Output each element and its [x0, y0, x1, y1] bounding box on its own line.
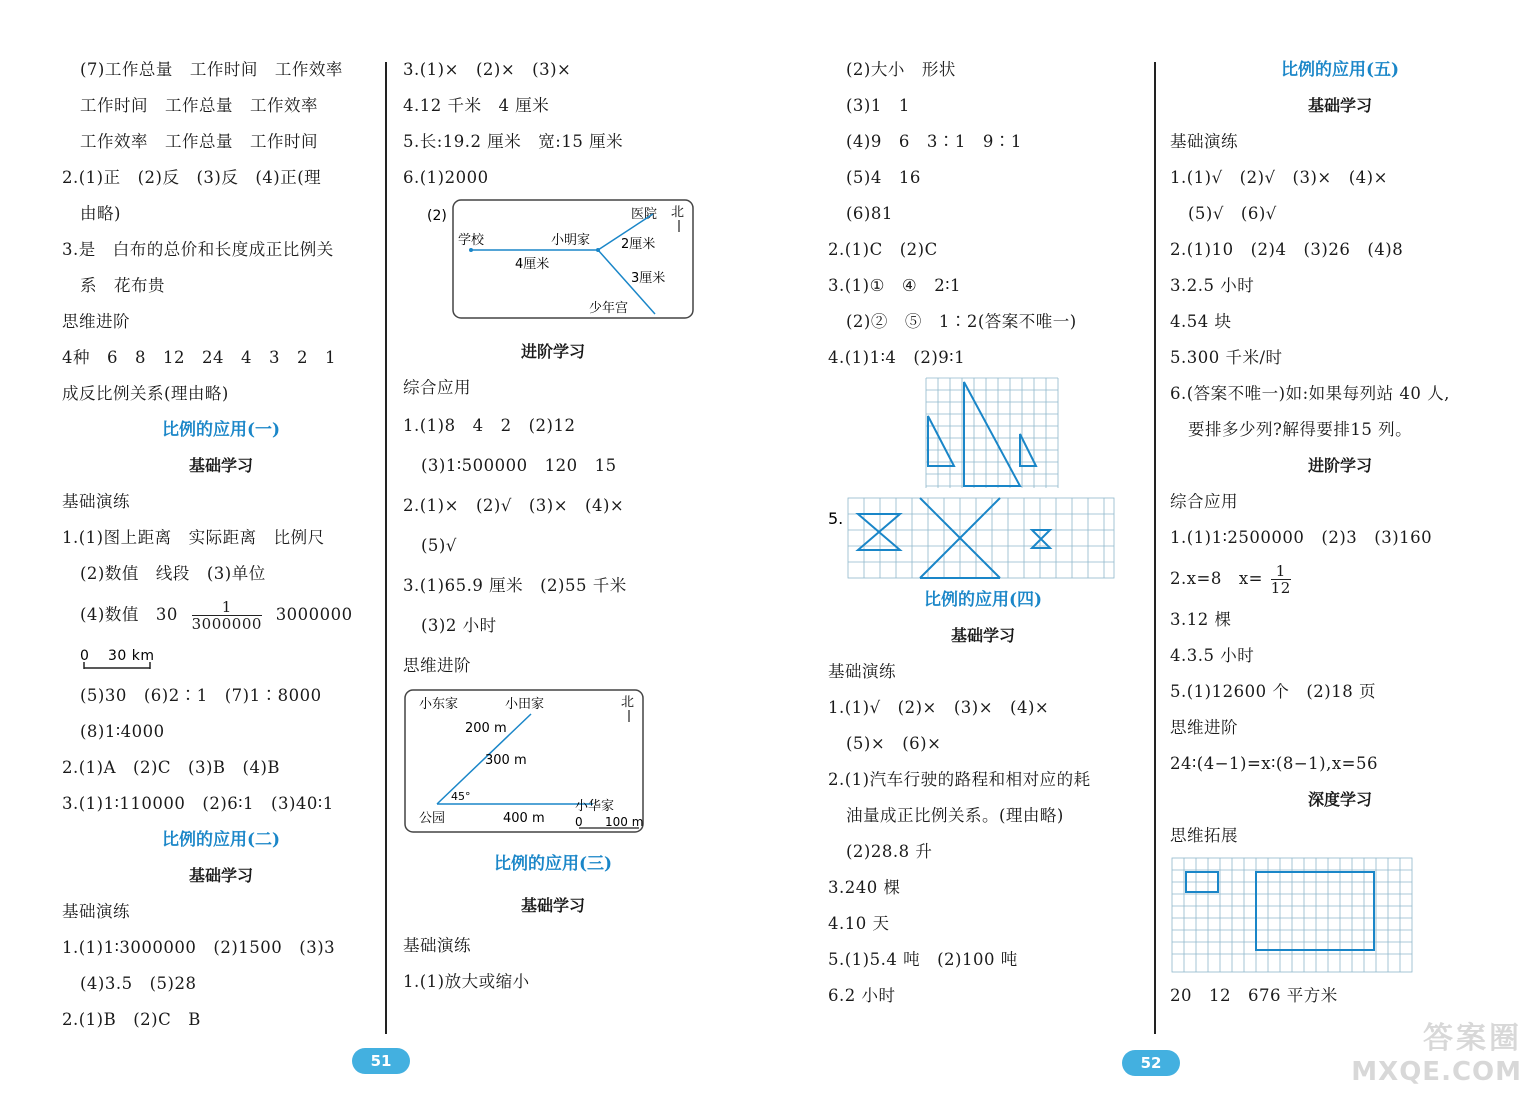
map-north-label: 北	[621, 695, 635, 710]
text-line: (2)② ⑤ 1∶2(答案不唯一)	[846, 312, 1077, 331]
subheading: 基础演练	[62, 492, 130, 511]
text-line: 3.2.5 小时	[1170, 276, 1255, 295]
text-line: 3.240 棵	[828, 878, 901, 897]
point-home	[596, 248, 600, 252]
subheading: 基础演练	[828, 662, 896, 681]
fraction	[1271, 563, 1291, 596]
map-tian-label: 小田家	[505, 697, 545, 712]
map-label: (2)	[427, 208, 447, 224]
column-4	[1170, 52, 1510, 1014]
fraction-denominator: 12	[1270, 579, 1291, 597]
fraction	[192, 599, 262, 632]
text-line: (5)4 16	[846, 168, 921, 187]
scale-bar-graphic	[80, 638, 200, 678]
text-line: 3.12 棵	[1170, 610, 1232, 629]
text-line: (5)30 (6)2∶1 (7)1∶8000	[80, 686, 322, 705]
map-distance: 2厘米	[621, 237, 656, 252]
map-home-label: 小明家	[551, 233, 591, 248]
column-2	[403, 52, 703, 1000]
text-line: (5)√ (6)√	[1188, 204, 1277, 223]
page-number-right: 52	[1122, 1050, 1180, 1076]
text-line: (7)工作总量 工作时间 工作效率	[80, 60, 343, 79]
text-line: 油量成正比例关系。(理由略)	[846, 806, 1064, 825]
grid-figure-rectangles	[1170, 854, 1510, 978]
map-distance: 3厘米	[631, 271, 666, 286]
subheading: 思维进阶	[62, 312, 130, 331]
fraction-denominator: 3000000	[191, 615, 262, 633]
map-dong-label: 小东家	[419, 697, 459, 712]
grid-lines	[1172, 858, 1412, 972]
text-line: 5.(1)5.4 吨 (2)100 吨	[828, 950, 1018, 969]
text-line: 4种 6 8 12 24 4 3 2 1	[62, 348, 336, 367]
grid-lines	[848, 498, 1114, 578]
map-distance: 300 m	[485, 753, 527, 768]
map-palace-label: 少年宫	[589, 301, 629, 316]
text-line: 由略)	[80, 204, 121, 223]
text-line: 4.(1)1∶4 (2)9∶1	[828, 348, 966, 367]
text-line: 1.(1)8 4 2 (2)12	[403, 416, 576, 435]
fraction-numerator: 1	[1271, 563, 1291, 580]
text-line: 3.是 白布的总价和长度成正比例关	[62, 240, 334, 259]
map-distance: 4厘米	[515, 257, 550, 272]
text-line: 5.300 千米/时	[1170, 348, 1283, 367]
text-line: 工作时间 工作总量 工作效率	[80, 96, 318, 115]
rectangle-large	[1256, 872, 1374, 950]
text-line: (2)大小 形状	[846, 60, 956, 79]
text-line: 1.(1)1∶3000000 (2)1500 (3)3	[62, 938, 336, 957]
fraction-numerator: 1	[192, 599, 262, 616]
text-line: 3.(1)1∶110000 (2)6∶1 (3)40∶1	[62, 794, 334, 813]
text-fragment: 3000000	[275, 605, 353, 624]
map-figure-school	[403, 196, 703, 326]
text-line: 成反比例关系(理由略)	[62, 384, 229, 403]
text-line: 要排多少列?解得要排15 列。	[1188, 420, 1413, 439]
map-figure-park	[403, 686, 703, 838]
watermark-url: MXQE.COM	[1351, 1057, 1522, 1087]
scale-distance: 100 m	[605, 815, 644, 829]
text-line: 1.(1)√ (2)√ (3)× (4)×	[1170, 168, 1388, 187]
subheading: 思维进阶	[1170, 718, 1238, 737]
triangle-large	[964, 382, 1020, 486]
section-subtitle: 基础学习	[188, 866, 253, 885]
text-line: (4)3.5 (5)28	[80, 974, 197, 993]
grid-graphic	[1170, 854, 1420, 976]
text-line: 2.(1)B (2)C B	[62, 1010, 201, 1029]
map-distance: 200 m	[465, 721, 507, 736]
subheading: 思维拓展	[1170, 826, 1238, 845]
section-subtitle: 基础学习	[1307, 96, 1372, 115]
column-3	[828, 52, 1138, 1014]
scale-zero: 0	[80, 648, 90, 664]
map-graphic	[403, 686, 703, 836]
map-distance: 400 m	[503, 811, 545, 826]
map-hua-label: 小华家	[575, 799, 615, 814]
subheading: 基础演练	[403, 936, 471, 955]
text-line: 6.(答案不唯一)如:如果每列站 40 人,	[1170, 384, 1450, 403]
text-line: 20 12 676 平方米	[1170, 986, 1338, 1005]
text-line: (5)× (6)×	[846, 734, 942, 753]
text-line: (4)9 6 3∶1 9∶1	[846, 132, 1022, 151]
grid-figure-triangles	[828, 376, 1138, 494]
text-line: 工作效率 工作总量 工作时间	[80, 132, 318, 151]
text-line: 1.(1)1∶2500000 (2)3 (3)160	[1170, 528, 1433, 547]
text-line: 1.(1)√ (2)× (3)× (4)×	[828, 698, 1050, 717]
text-line: 1.(1)放大或缩小	[403, 972, 530, 991]
subheading: 基础演练	[1170, 132, 1238, 151]
text-line: 6.2 小时	[828, 986, 896, 1005]
column-divider-left	[385, 62, 387, 1034]
text-line: (2)28.8 升	[846, 842, 933, 861]
text-line: 2.(1)10 (2)4 (3)26 (4)8	[1170, 240, 1404, 259]
map-park-label: 公园	[419, 811, 446, 826]
text-line: 4.10 天	[828, 914, 890, 933]
grid-graphic	[828, 494, 1138, 582]
map-school-label: 学校	[458, 233, 485, 248]
subheading: 思维进阶	[403, 656, 471, 675]
text-line: 4.54 块	[1170, 312, 1232, 331]
point-school	[469, 248, 473, 252]
map-graphic	[403, 196, 703, 324]
text-line: 2.(1)C (2)C	[828, 240, 938, 259]
text-line: (6)81	[846, 204, 893, 223]
section-subtitle: 进阶学习	[1307, 456, 1372, 475]
text-line: 1.(1)图上距离 实际距离 比例尺	[62, 528, 325, 547]
text-line: 系 花布贵	[80, 276, 165, 295]
text-line: 2.(1)× (2)√ (3)× (4)×	[403, 496, 625, 515]
text-line: (8)1∶4000	[80, 722, 165, 741]
section-subtitle: 基础学习	[950, 626, 1015, 645]
text-line: 3.(1)① ④ 2∶1	[828, 276, 961, 295]
text-line: 4.3.5 小时	[1170, 646, 1255, 665]
scale-distance: 30 km	[108, 648, 155, 664]
map-north-label: 北	[671, 205, 685, 220]
scale-zero: 0	[575, 815, 583, 829]
text-line: (2)数值 线段 (3)单位	[80, 564, 266, 583]
text-line: (3)1 1	[846, 96, 910, 115]
subheading: 综合应用	[403, 378, 471, 397]
section-title: 比例的应用(一)	[161, 420, 281, 440]
text-line: 24∶(4−1)=x∶(8−1),x=56	[1170, 754, 1378, 773]
text-line: 2.(1)A (2)C (3)B (4)B	[62, 758, 281, 777]
column-divider-right	[1154, 62, 1156, 1034]
section-subtitle: 基础学习	[188, 456, 253, 475]
page-number-left: 51	[352, 1048, 410, 1074]
text-line-fraction	[62, 592, 380, 638]
text-line: 5.(1)12600 个 (2)18 页	[1170, 682, 1376, 701]
text-line: (5)√	[421, 536, 457, 555]
map-hospital-label: 医院	[631, 207, 658, 222]
text-line: 5.长:19.2 厘米 宽:15 厘米	[403, 132, 624, 151]
question-number: 5.	[828, 509, 844, 528]
section-title: 比例的应用(二)	[161, 830, 281, 850]
text-line: 2.(1)正 (2)反 (3)反 (4)正(理	[62, 168, 322, 187]
subheading: 综合应用	[1170, 492, 1238, 511]
text-line: (3)1∶500000 120 15	[421, 456, 617, 475]
section-subtitle: 进阶学习	[520, 342, 585, 361]
grid-graphic	[828, 376, 1138, 492]
watermark-text: 答案圈	[1423, 1021, 1522, 1056]
text-line-fraction	[1170, 556, 1510, 602]
hourglass-tiny	[1032, 530, 1050, 548]
text-fragment: (4)数值 30	[80, 605, 178, 624]
section-title: 比例的应用(四)	[923, 590, 1043, 610]
section-subtitle: 基础学习	[520, 896, 585, 915]
section-title: 比例的应用(五)	[1280, 60, 1400, 80]
subheading: 基础演练	[62, 902, 130, 921]
text-line: 4.12 千米 4 厘米	[403, 96, 550, 115]
column-1	[62, 52, 380, 1038]
map-angle: 45°	[451, 790, 471, 803]
scale-bar	[62, 638, 380, 678]
watermark	[1351, 1013, 1522, 1087]
section-title: 比例的应用(三)	[493, 854, 613, 874]
grid-figure-hourglass	[828, 494, 1138, 584]
section-subtitle: 深度学习	[1307, 790, 1372, 809]
text-line: 3.(1)× (2)× (3)×	[403, 60, 572, 79]
text-fragment: 2.x=8 x=	[1170, 569, 1264, 588]
text-line: 3.(1)65.9 厘米 (2)55 千米	[403, 576, 627, 595]
text-line: (3)2 小时	[421, 616, 497, 635]
text-line: 2.(1)汽车行驶的路程和相对应的耗	[828, 770, 1091, 789]
text-line: 6.(1)2000	[403, 168, 489, 187]
